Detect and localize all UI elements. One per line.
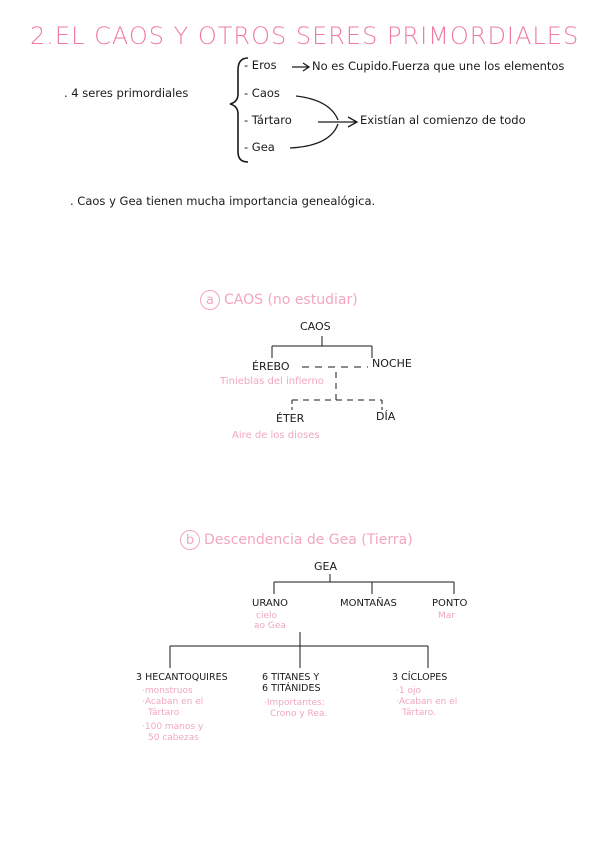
section-a-marker: a: [200, 290, 220, 310]
node-dia: DÍA: [376, 410, 396, 423]
eros-note: No es Cupido.Fuerza que une los elementos: [312, 59, 565, 73]
ponto-note: Mar: [438, 611, 455, 621]
titanes-note-1: ·Importantes:: [264, 698, 325, 708]
hecatonquires-note-4: ·100 manos y: [142, 722, 204, 732]
ciclopes-note-2: ·Acaban en el: [396, 697, 458, 707]
urano-note: cielo: [256, 611, 277, 621]
hecatonquires-note-3: Tártaro: [148, 708, 180, 718]
page-title: 2.EL CAOS Y OTROS SERES PRIMORDIALES: [30, 22, 580, 50]
section-b-title: Descendencia de Gea (Tierra): [204, 532, 413, 548]
eter-note: Aire de los dioses: [232, 430, 320, 441]
ciclopes-notes: [396, 686, 457, 719]
hecatonquires-name: 3 HECANTOQUIRES: [136, 672, 228, 683]
titanes-name-2: 6 TITÁNIDES: [262, 683, 321, 694]
section-b-heading: [180, 530, 413, 550]
hecatonquires-note-1: ·monstruos: [142, 686, 193, 696]
caos-curve: [296, 96, 338, 120]
node-ponto: PONTO: [432, 598, 468, 609]
eros-arrow: [292, 63, 309, 71]
node-caos: CAOS: [300, 320, 331, 333]
node-ciclopes: [392, 672, 447, 683]
node-montanas: MONTAÑAS: [340, 598, 397, 609]
node-urano: URANO: [252, 598, 289, 609]
section-b-marker: b: [180, 530, 200, 550]
node-erebo: ÉREBO: [252, 360, 290, 373]
node-gea: GEA: [314, 560, 337, 573]
item-eros: - Eros: [244, 58, 277, 72]
section-a-title: CAOS (no estudiar): [224, 292, 358, 308]
hecatonquires-notes: [142, 686, 203, 744]
ciclopes-name: 3 CÍCLOPES: [392, 672, 448, 683]
item-tartaro: - Tártaro: [244, 113, 292, 127]
ciclopes-note-3: Tártaro.: [402, 708, 436, 718]
item-caos: - Caos: [244, 86, 280, 100]
titanes-name-1: 6 TITANES Y: [262, 672, 320, 683]
titanes-note-2: Crono y Rea.: [270, 709, 328, 719]
urano-teal-note: ao Gea: [254, 621, 286, 631]
item-gea: - Gea: [244, 140, 275, 154]
hecatonquires-note-2: ·Acaban en el: [142, 697, 204, 707]
ciclopes-note-1: ·1 ojo: [396, 686, 421, 696]
node-titanes: [262, 672, 321, 694]
section-a-heading: [200, 290, 358, 310]
gea-curve: [290, 124, 338, 148]
node-eter: ÉTER: [276, 412, 305, 425]
titanes-notes: [264, 698, 327, 720]
erebo-note: Tinieblas del infierno: [220, 376, 324, 387]
genealogy-note: . Caos y Gea tienen mucha importancia genealógica.: [70, 194, 376, 208]
hecatonquires-note-5: 50 cabezas: [148, 733, 199, 743]
group-note: Existían al comienzo de todo: [360, 113, 526, 127]
node-noche: NOCHE: [372, 357, 412, 370]
node-hecatonquires: [136, 672, 228, 683]
primordial-label: . 4 seres primordiales: [64, 86, 189, 100]
